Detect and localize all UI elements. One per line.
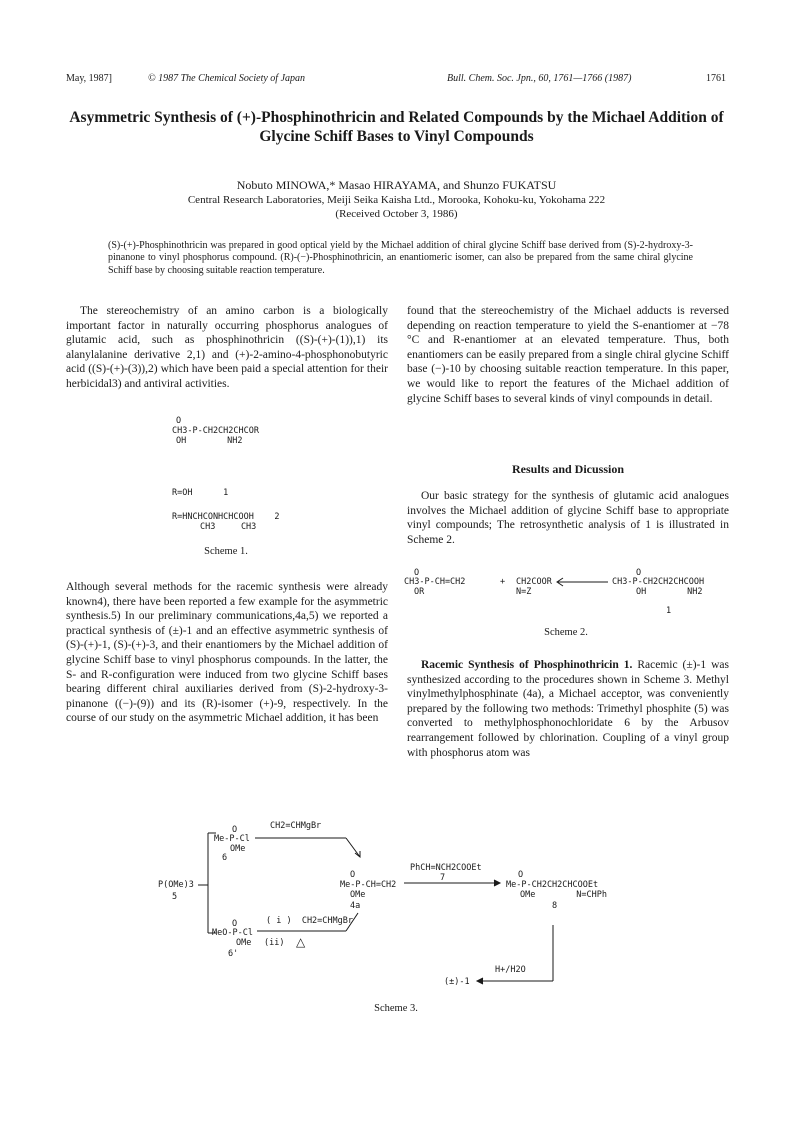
running-header-journal: Bull. Chem. Soc. Jpn., 60, 1761—1766 (1987) [447,73,632,84]
scheme3 [150,815,650,995]
scheme2-caption: Scheme 2. [544,627,588,638]
scheme2-vinyl-sub: OR [414,587,425,597]
right-column-top [407,304,729,406]
scheme3-6-methoxy: OMe [230,844,246,854]
scheme3-6prime-oxygen: O [232,919,238,929]
scheme2-compound-number: 1 [666,606,672,616]
scheme3-caption: Scheme 3. [374,1003,418,1014]
scheme3-reagent-7: PhCH=NCH2COOEt [410,863,482,873]
affiliation [60,193,733,221]
left-column-bottom [66,580,388,726]
scheme3-compound-6: Me-P-Cl [214,834,250,844]
racemic-synthesis-paragraph [407,658,729,760]
racemic-synthesis-heading: Racemic Synthesis of Phosphinothricin 1. [421,659,633,671]
running-header-copyright: © 1987 The Chemical Society of Japan [148,73,306,84]
scheme1-formula: CH3-P-CH2CH2CHCOR [172,426,259,436]
scheme1-substituents: OH NH2 [176,436,243,446]
scheme3-6prime-methoxy: OMe [236,938,252,948]
scheme3-label-4a: 4a [350,901,361,911]
scheme1-r-peptide: R=HNCHCONHCHCOOH 2 [172,512,280,522]
scheme1-oxygen: O [176,416,182,426]
scheme3-grignard: CH2=CHMgBr [270,821,322,831]
section-heading: Results and Dicussion [511,462,625,476]
intro-paragraph-3: found that the stereochemistry of the Michael adducts is reversed depending on reaction temperature to yield the S-enantiomer at −78 °C and R-enantiomer at an elevated temperature. Thus, both enantiomers can be easily prepared from a single chiral glycine Schiff base (−)-10 by choosing suitable reaction temperature. In this paper, we would like to report the features of the Michael addition of glycine Schiff bases to several kinds of vinyl compounds in detail. [407,305,729,405]
scheme3-label-5: 5 [172,892,178,902]
affiliation-text: Central Research Laboratories, Meiji Seika Kaisha Ltd., Morooka, Kohoku-ku, Yokohama 222 [187,194,606,206]
page-number: 1761 [706,73,726,84]
scheme3-4a-methoxy: OMe [350,890,366,900]
received-date: (Received October 3, 1986) [335,208,458,220]
scheme3-label-8: 8 [552,901,558,911]
scheme3-4a-oxygen: O [350,870,356,880]
heat-icon: △ [296,935,306,949]
scheme2-plus: + [500,577,506,587]
scheme2-glycine: CH2COOR [516,577,552,587]
scheme2-target: CH3-P-CH2CH2CHCOOH [612,577,705,587]
paper-title: Asymmetric Synthesis of (+)-Phosphinothricin and Related Compounds by the Michael Addition of Glycine Schiff Bases to Vinyl Compounds [69,109,724,145]
scheme1-caption: Scheme 1. [204,546,248,557]
scheme3-label-6: 6 [222,853,228,863]
scheme3-8-oxygen: O [518,870,524,880]
scheme3-label-7: 7 [440,873,446,883]
strategy-paragraph: Our basic strategy for the synthesis of glutamic acid analogues involves the Michael addition of glycine Schiff base to appropriate vinyl compounds; The retrosynthetic analysis of 1 is illustrated in Scheme 2. [407,490,729,546]
scheme3-compound-6prime: MeO-P-Cl [212,928,253,938]
scheme3-step-ii: (ii) [264,938,285,948]
intro-paragraph-1: The stereochemistry of an amino carbon is a biologically important factor in naturally occurring phosphorus analogues of glutamic acid, such as phosphinothricin ((S)-(+)-(1)),1) its alanylalanine derivative 2,1) and (+)-2-amino-4-phosphonobutyric acid ((S)-(+)-(3)),2) which have been paid a special attention for their herbicidal3) and antiviral activities. [66,305,388,390]
scheme1-methyls: CH3 CH3 [200,522,257,532]
scheme3-compound-8: Me-P-CH2CH2CHCOOEt [506,880,599,890]
scheme3-hydrolysis: H+/H2O [495,965,526,975]
scheme2-glycine-sub: N=Z [516,587,532,597]
racemic-synthesis-text: Racemic (±)-1 was synthesized according to the procedures shown in Scheme 3. Methyl vinylmethylphosphinate (4a), a Michael acceptor, was conveniently prepared by the following two methods: Trimethyl phosphite (5) was converted to methylphosphonochloridate 6 by the Arbusov rearrangement followed by chlorination. Coupling of a vinyl group with phosphorus atom was [407,659,729,759]
scheme3-label-6prime: 6' [228,949,239,959]
scheme1-r-oh: R=OH 1 [172,488,229,498]
scheme3-8-substituents: OMe N=CHPh [520,890,607,900]
scheme2-target-sub: OH NH2 [636,587,703,597]
right-column-bottom [407,658,729,760]
scheme3-step-i: ( i ) CH2=CHMgBr [266,916,353,926]
scheme3-compound-4a: Me-P-CH=CH2 [340,880,397,890]
scheme2-oxygen-right: O [636,568,642,578]
scheme2-vinyl-compound: CH3-P-CH=CH2 [404,577,466,587]
right-column-mid [407,489,729,547]
running-header-date: May, 1987] [66,73,113,84]
scheme2-oxygen-left: O [414,568,420,578]
intro-paragraph-2: Although several methods for the racemic synthesis were already known4), there have been reported a few example for the asymmetric synthesis.5) In our preliminary communications,4a,5) we reported a practical synthesis of (±)-1 and an effective asymmetric synthesis of (S)-(+)-1, (S)-(+)-3, and their enantiomers by the Michael addition of glycine Schiff base to vinyl phosphorus compounds. In the latter, the S- and R-configuration were induced from two glycine Schiff bases bearing different chiral auxiliaries derived from (S)-2-hydroxy-3-pinanone ((−)-(9)) and its (R)-isomer (+)-9, respectively. In the course of our study on the asymmetric Michael addition, it has been [66,581,388,725]
scheme2-retro-arrow [554,576,610,588]
author-list: Nobuto MINOWA,* Masao HIRAYAMA, and Shunzo FUKATSU [236,178,557,192]
scheme3-6-oxygen: O [232,825,238,835]
scheme3-compound-5: P(OMe)3 [158,880,194,890]
left-column-top [66,304,388,392]
abstract: (S)-(+)-Phosphinothricin was prepared in good optical yield by the Michael addition of chiral glycine Schiff base derived from (S)-2-hydroxy-3-pinanone to vinyl phosphorus compound. (R)-(−)-Phosphinothricin, an enantiomeric isomer, can also be prepared from the same chiral glycine Schiff base by choosing suitable reaction temperature. [108,240,693,276]
scheme3-product: (±)-1 [444,977,470,987]
